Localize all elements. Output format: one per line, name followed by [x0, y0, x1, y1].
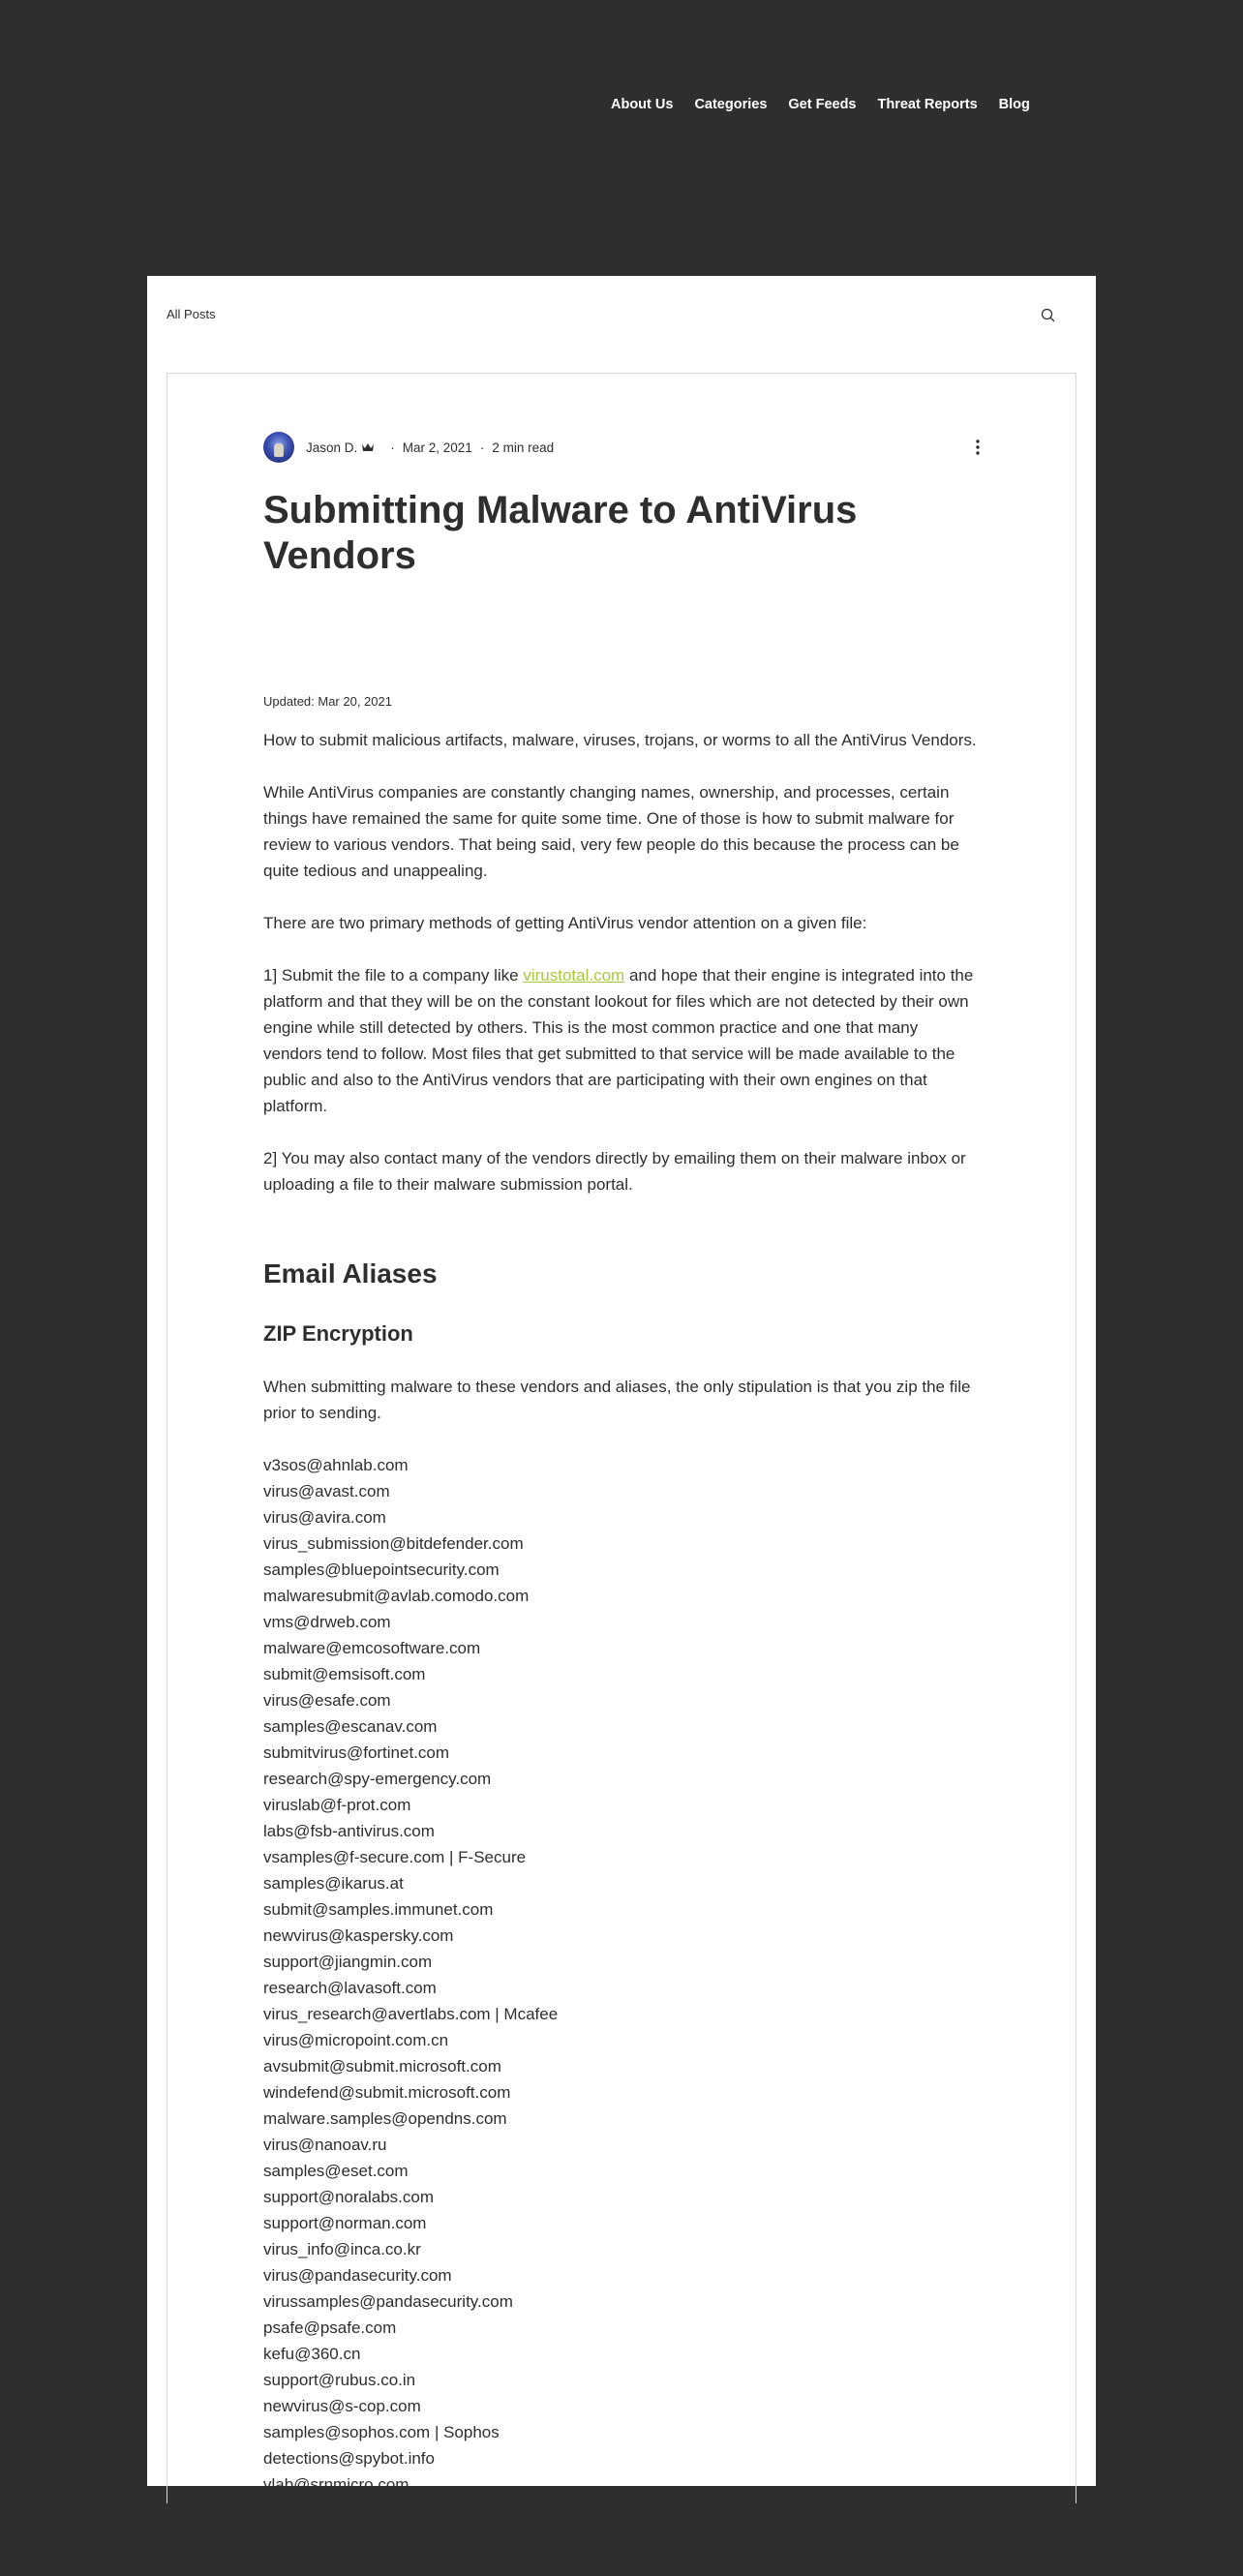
- paragraph-background: While AntiVirus companies are constantly changing names, ownership, and processes, certain things have remained the same for quite some time. One of those is how to submit malware for review to various vendors. That being said, very few people do this because the process can be quite tedious and unappealing.: [263, 783, 959, 880]
- post-body: [263, 727, 980, 1197]
- email-address: malwaresubmit@avlab.comodo.com: [263, 1587, 530, 1605]
- nav-get-feeds[interactable]: Get Feeds: [788, 97, 857, 112]
- email-address: submit@samples.immunet.com: [263, 1900, 494, 1919]
- email-address: virus@hacksoft.com.pe: [263, 2528, 435, 2546]
- email-address: newvirus@s-cop.com: [263, 2397, 421, 2415]
- paragraph-method-1: [263, 962, 980, 1119]
- paragraph-methods: There are two primary methods of getting AntiVirus vendor attention on a given file:: [263, 914, 867, 932]
- nav-blog[interactable]: Blog: [998, 97, 1030, 112]
- email-address: kefu@360.cn: [263, 2345, 361, 2363]
- zip-paragraph: When submitting malware to these vendors and aliases, the only stipulation is that you zip the file prior to sending.: [263, 1378, 971, 1422]
- admin-crown-icon: [361, 441, 375, 453]
- email-address: virus@avira.com: [263, 1508, 386, 1527]
- email-address: vsamples@f-secure.com | F-Secure: [263, 1848, 527, 1866]
- email-address: windefend@submit.microsoft.com: [263, 2083, 511, 2102]
- email-address: virus@micropoint.com.cn: [263, 2031, 449, 2049]
- heading-zip-encryption: ZIP Encryption: [263, 1321, 413, 1346]
- post-date: Mar 2, 2021: [402, 439, 472, 455]
- zip-paragraph-wrap: [263, 1374, 980, 1426]
- email-address: avsubmit@submit.microsoft.com: [263, 2057, 501, 2076]
- email-address: support@rubus.co.in: [263, 2371, 416, 2389]
- email-address: virus@nanoav.ru: [263, 2136, 387, 2154]
- meta-separator: ·: [390, 439, 395, 455]
- email-address: virus_info@inca.co.kr: [263, 2240, 421, 2258]
- email-address: support@jiangmin.com: [263, 1953, 433, 1971]
- nav-categories[interactable]: Categories: [694, 97, 768, 112]
- email-address: research@spy-emergency.com: [263, 1770, 492, 1788]
- email-address: samples@ikarus.at: [263, 1874, 404, 1893]
- paragraph-method-2: 2] You may also contact many of the vendors directly by emailing them on their malware inbox or uploading a file to their malware submission portal.: [263, 1149, 966, 1194]
- nav-about-us[interactable]: About Us: [611, 97, 674, 112]
- updated-date: Updated: Mar 20, 2021: [263, 694, 392, 709]
- email-address: submit@emsisoft.com: [263, 1665, 426, 1683]
- email-address: viruslab@f-prot.com: [263, 1796, 411, 1814]
- intro-paragraph: How to submit malicious artifacts, malware, viruses, trojans, or worms to all the AntiVirus Vendors.: [263, 731, 977, 749]
- email-address: virus@avast.com: [263, 1482, 390, 1500]
- email-address: virus@thirtyseven4.com: [263, 2554, 440, 2572]
- email-address: submitvirus@fortinet.com: [263, 1743, 450, 1762]
- author-avatar[interactable]: [263, 432, 294, 463]
- email-address: vlab@srnmicro.com: [263, 2475, 409, 2494]
- email-address: malware.samples@opendns.com: [263, 2109, 507, 2128]
- email-address: virus@pandasecurity.com: [263, 2266, 452, 2285]
- email-address: avsubmit@symantec.com: [263, 2501, 452, 2520]
- method-1-text-cont: and hope that their engine is integrated into the platform and that they will be on the constant lookout for files which are not detected by their own engine while still detected by others. This is the most common practice and one that many vendors tend to follow. Most files that get submitted to that service will be made available to the public and also to the AntiVirus vendors that are participating with their own engines on that platform.: [263, 966, 974, 1115]
- email-address: malware@emcosoftware.com: [263, 1639, 481, 1657]
- email-list: [263, 1452, 980, 2576]
- email-address: virus_research@avertlabs.com | Mcafee: [263, 2005, 559, 2023]
- email-address: virus_submission@bitdefender.com: [263, 1534, 524, 1553]
- email-address: psafe@psafe.com: [263, 2318, 397, 2337]
- post-card: [167, 373, 1076, 2572]
- post-title: Submitting Malware to AntiVirus Vendors: [263, 489, 858, 577]
- heading-email-aliases: Email Aliases: [263, 1258, 438, 1288]
- email-address: support@norman.com: [263, 2214, 427, 2232]
- email-address: detections@spybot.info: [263, 2449, 435, 2468]
- read-time: 2 min read: [492, 439, 555, 455]
- nav-threat-reports[interactable]: Threat Reports: [877, 97, 978, 112]
- email-address: newvirus@kaspersky.com: [263, 1926, 454, 1945]
- email-address: samples@escanav.com: [263, 1717, 438, 1736]
- email-address: samples@bluepointsecurity.com: [263, 1561, 500, 1579]
- post-meta: [263, 431, 980, 464]
- email-address: labs@fsb-antivirus.com: [263, 1822, 435, 1840]
- blog-subbar: [167, 307, 1076, 326]
- email-address: virus@esafe.com: [263, 1691, 391, 1710]
- email-address: v3sos@ahnlab.com: [263, 1456, 409, 1474]
- top-navigation: [611, 97, 1051, 112]
- meta-separator: ·: [479, 439, 485, 455]
- email-address: samples@sophos.com | Sophos: [263, 2423, 500, 2441]
- method-1-text: 1] Submit the file to a company like: [263, 966, 524, 985]
- author-name[interactable]: Jason D.: [306, 439, 358, 455]
- blog-page: [147, 276, 1096, 2572]
- email-address: vms@drweb.com: [263, 1613, 391, 1631]
- all-posts-link[interactable]: All Posts: [167, 307, 216, 321]
- search-icon[interactable]: [1040, 307, 1057, 324]
- email-address: support@noralabs.com: [263, 2188, 435, 2206]
- more-options-icon[interactable]: [976, 439, 980, 456]
- email-address: virussamples@pandasecurity.com: [263, 2292, 513, 2311]
- email-address: research@lavasoft.com: [263, 1979, 437, 1997]
- email-address: samples@eset.com: [263, 2162, 409, 2180]
- virustotal-link[interactable]: virustotal.com: [523, 966, 625, 985]
